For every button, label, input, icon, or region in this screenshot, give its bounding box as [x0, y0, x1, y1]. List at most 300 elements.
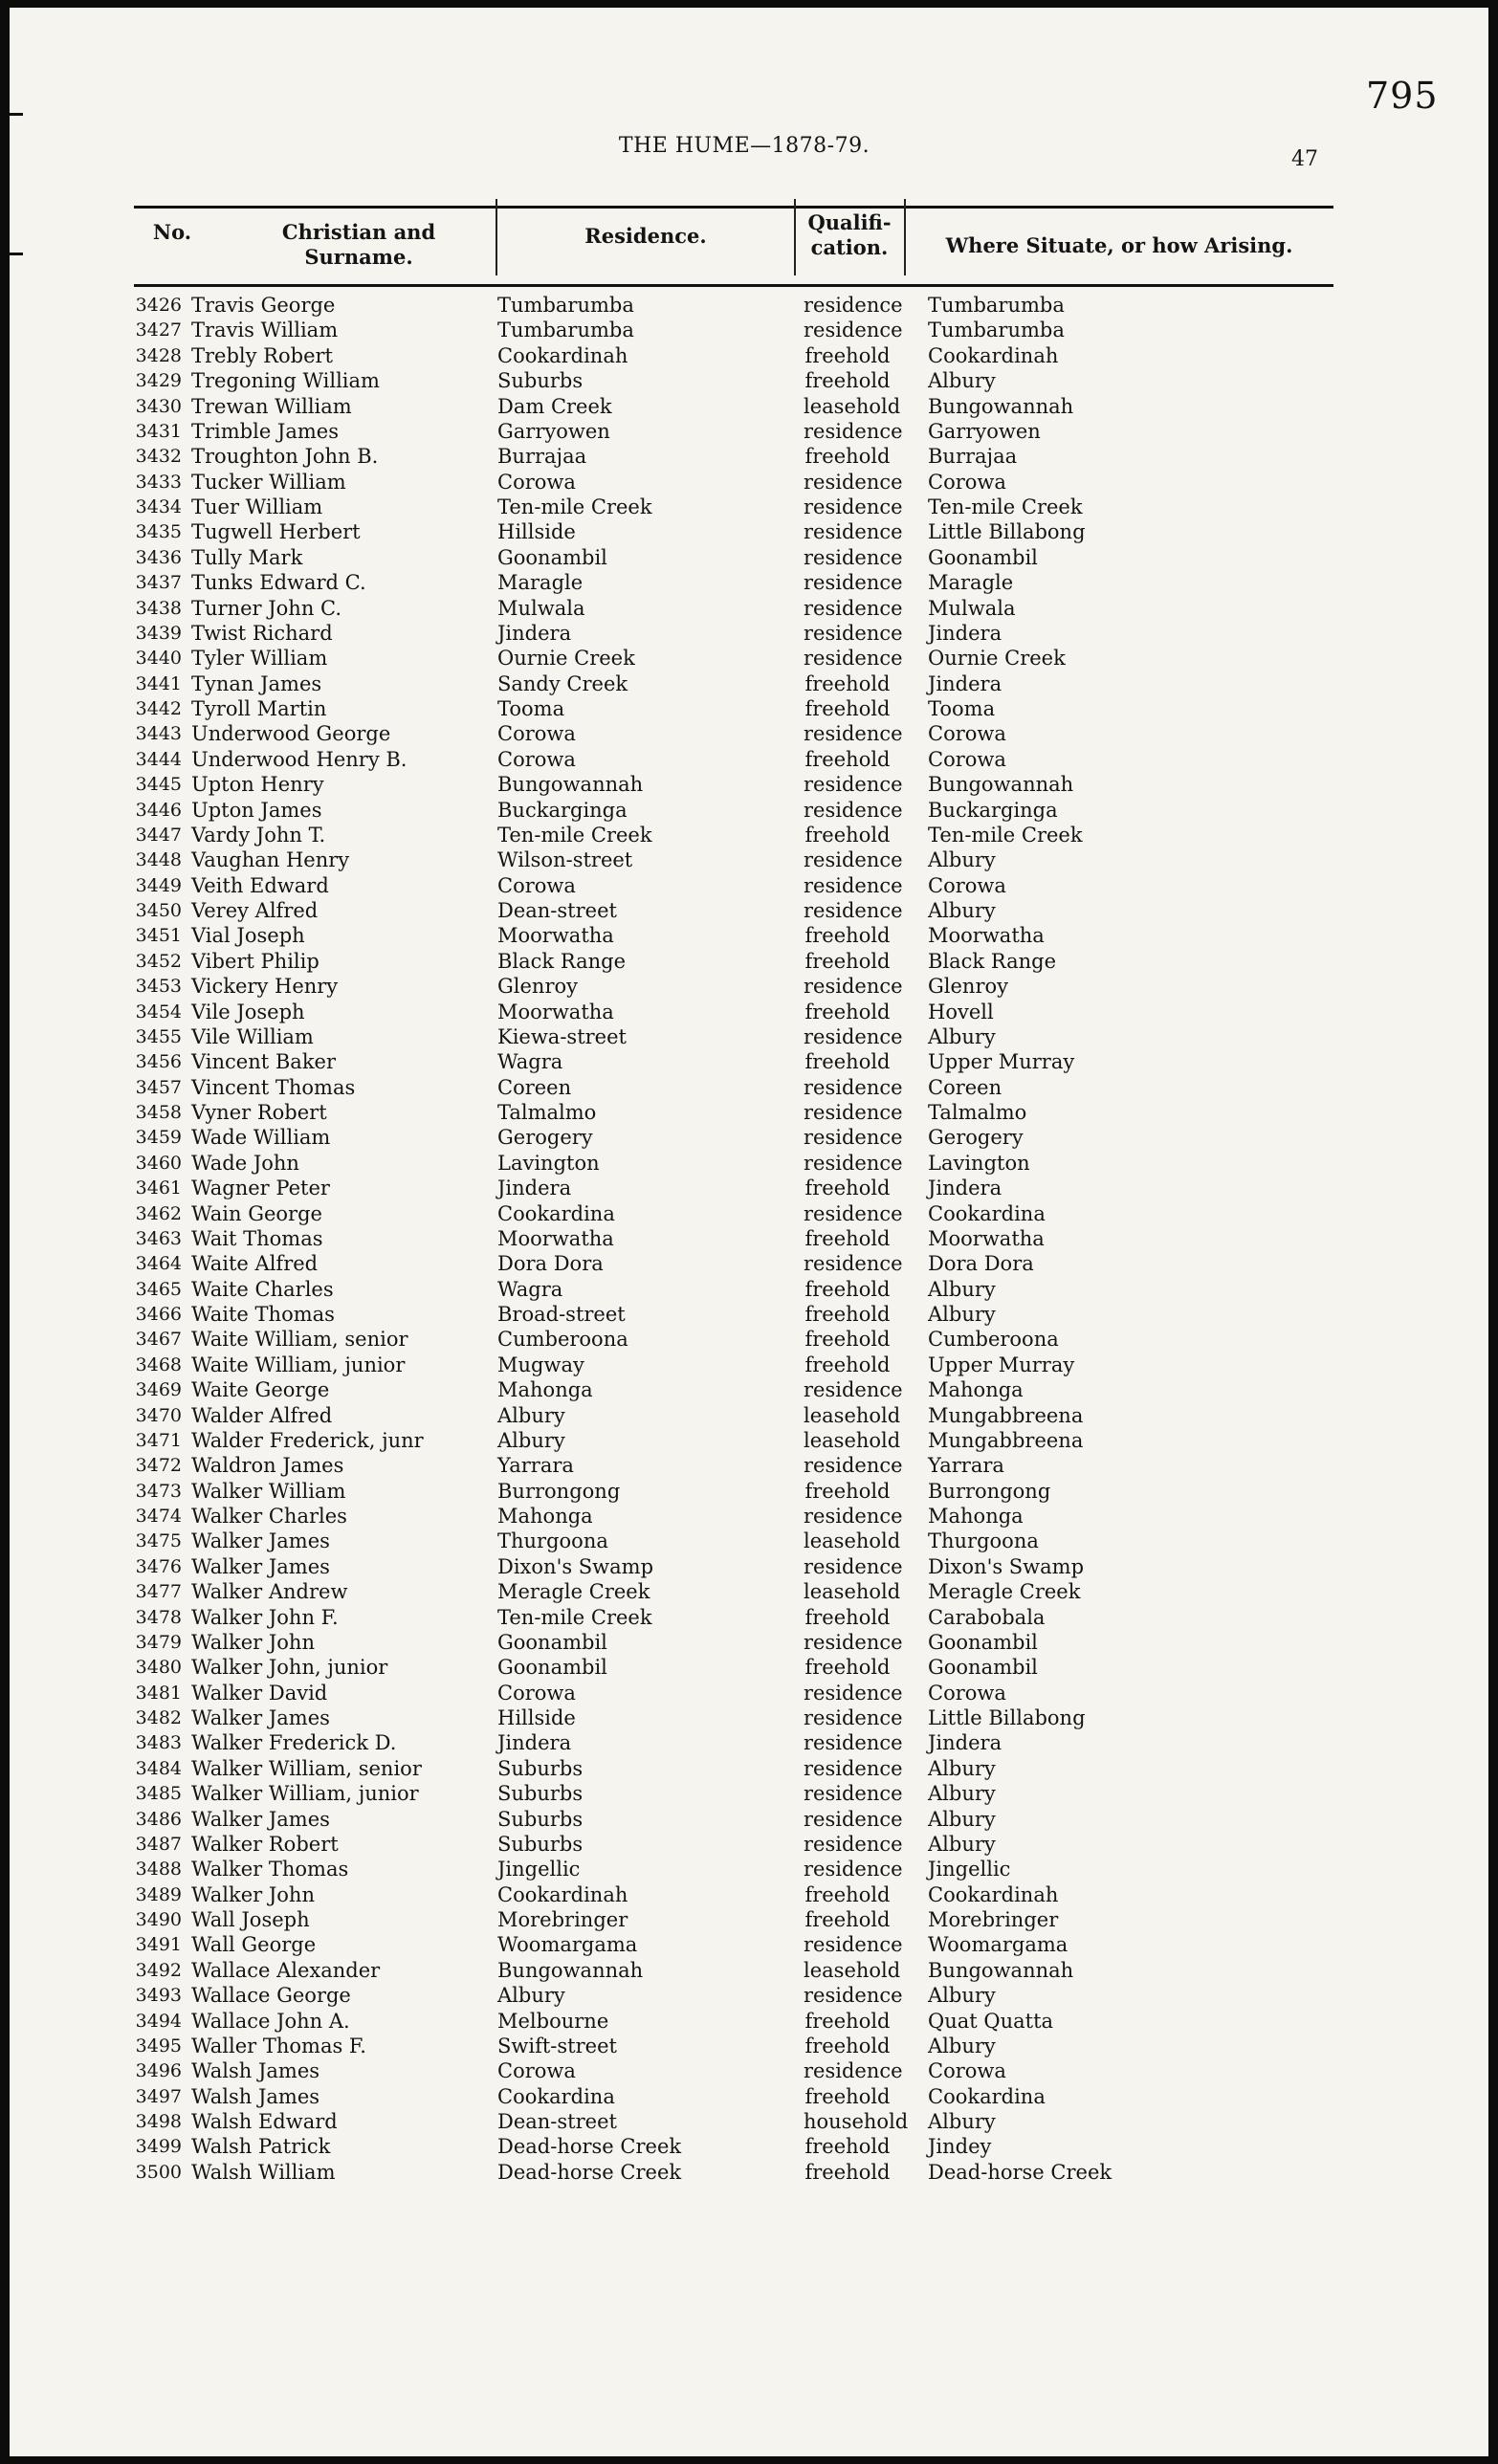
- entry-residence: Ten-mile Creek: [497, 1605, 652, 1629]
- entry-residence: Glenroy: [497, 975, 578, 999]
- entry-residence: Meragle Creek: [497, 1580, 650, 1604]
- entry-qualification: freehold: [804, 2084, 891, 2108]
- entry-name: Walker Robert: [191, 1832, 339, 1856]
- entry-qualification: leasehold: [804, 1403, 901, 1427]
- list-item: [124, 1529, 1368, 1553]
- entry-qualification: residence: [804, 1832, 903, 1856]
- entry-where-situate: Mungabbreena: [928, 1428, 1084, 1452]
- entry-name: Walker Frederick D.: [191, 1731, 397, 1755]
- entry-qualification: leasehold: [804, 1529, 901, 1553]
- list-item: [124, 1857, 1368, 1881]
- entry-qualification: residence: [804, 798, 903, 822]
- entry-where-situate: Morebringer: [928, 1908, 1059, 1931]
- entry-qualification: freehold: [804, 1226, 891, 1250]
- entry-qualification: residence: [804, 1858, 903, 1881]
- list-item: [124, 570, 1368, 595]
- entry-qualification: freehold: [804, 1000, 891, 1023]
- entry-where-situate: Quat Quatta: [928, 2009, 1054, 2033]
- entry-where-situate: Yarrara: [928, 1454, 1004, 1478]
- entry-qualification: freehold: [804, 949, 891, 973]
- entry-qualification: residence: [804, 1933, 903, 1957]
- entry-name: Veith Edward: [191, 873, 329, 897]
- entry-residence: Cookardina: [497, 1201, 615, 1225]
- entry-residence: Garryowen: [497, 419, 610, 443]
- entry-residence: Hillside: [497, 1706, 576, 1729]
- list-item: [124, 1000, 1368, 1024]
- entry-number: 3463: [135, 1227, 182, 1249]
- entry-name: Travis George: [191, 294, 336, 317]
- list-item: [124, 2109, 1368, 2134]
- entry-number: 3468: [135, 1353, 182, 1375]
- entry-qualification: freehold: [804, 1605, 891, 1629]
- entry-qualification: residence: [804, 2059, 903, 2083]
- entry-where-situate: Woomargama: [928, 1933, 1068, 1957]
- entry-where-situate: Mungabbreena: [928, 1403, 1084, 1427]
- list-item: [124, 343, 1368, 368]
- entry-where-situate: Albury: [928, 1782, 996, 1806]
- entry-residence: Albury: [497, 1984, 565, 2008]
- entry-name: Wait Thomas: [191, 1226, 323, 1250]
- entry-number: 3462: [135, 1202, 182, 1224]
- entry-qualification: residence: [804, 873, 903, 897]
- entry-name: Travis William: [191, 319, 339, 342]
- list-item: [124, 419, 1368, 444]
- entry-where-situate: Little Billabong: [928, 1706, 1086, 1729]
- list-item: [124, 1403, 1368, 1428]
- list-item: [124, 1125, 1368, 1150]
- entry-name: Tuer William: [191, 495, 323, 518]
- entry-name: Walker William, senior: [191, 1756, 422, 1780]
- entry-residence: Cumberoona: [497, 1328, 628, 1352]
- entry-number: 3470: [135, 1404, 182, 1426]
- entry-where-situate: Burrajaa: [928, 445, 1018, 469]
- list-item: [124, 721, 1368, 746]
- entry-name: Tucker William: [191, 470, 346, 494]
- entry-name: Waite George: [191, 1378, 330, 1402]
- entry-where-situate: Talmalmo: [928, 1101, 1027, 1124]
- entry-name: Tregoning William: [191, 369, 380, 393]
- list-item: [124, 495, 1368, 519]
- entry-qualification: residence: [804, 1378, 903, 1402]
- entry-where-situate: Albury: [928, 369, 996, 393]
- entry-number: 3439: [135, 622, 182, 644]
- entry-where-situate: Carabobala: [928, 1605, 1046, 1629]
- entry-where-situate: Albury: [928, 1277, 996, 1301]
- entry-residence: Talmalmo: [497, 1101, 597, 1124]
- entry-where-situate: Garryowen: [928, 419, 1041, 443]
- list-item: [124, 1958, 1368, 1983]
- entry-where-situate: Bungowannah: [928, 394, 1074, 418]
- entry-number: 3437: [135, 572, 182, 594]
- entry-qualification: residence: [804, 899, 903, 922]
- list-item: [124, 1630, 1368, 1655]
- entry-number: 3491: [135, 1934, 182, 1956]
- entry-where-situate: Dead-horse Creek: [928, 2160, 1112, 2184]
- entry-residence: Wilson-street: [497, 848, 633, 872]
- entry-name: Waite Alfred: [191, 1252, 319, 1276]
- entry-qualification: freehold: [804, 924, 891, 948]
- entry-where-situate: Albury: [928, 848, 996, 872]
- list-item: [124, 847, 1368, 872]
- entry-residence: Melbourne: [497, 2009, 609, 2033]
- entry-qualification: residence: [804, 975, 903, 999]
- list-item: [124, 1504, 1368, 1529]
- entry-qualification: residence: [804, 1630, 903, 1654]
- entry-number: 3465: [135, 1278, 182, 1300]
- entry-number: 3488: [135, 1859, 182, 1881]
- entry-number: 3490: [135, 1909, 182, 1930]
- entry-qualification: residence: [804, 545, 903, 569]
- header-rule-bottom: [134, 284, 1333, 287]
- entry-name: Upton James: [191, 798, 322, 822]
- entry-residence: Dean-street: [497, 899, 617, 922]
- entry-where-situate: Upper Murray: [928, 1353, 1075, 1376]
- entry-number: 3474: [135, 1506, 182, 1527]
- entry-where-situate: Corowa: [928, 2059, 1006, 2083]
- entry-where-situate: Albury: [928, 1756, 996, 1780]
- list-item: [124, 545, 1368, 570]
- entry-residence: Jindera: [497, 621, 572, 645]
- entry-where-situate: Jindey: [928, 2135, 992, 2159]
- entry-name: Twist Richard: [191, 621, 333, 645]
- entry-name: Walker Thomas: [191, 1858, 349, 1881]
- entry-number: 3449: [135, 874, 182, 896]
- entry-where-situate: Buckarginga: [928, 798, 1058, 822]
- entry-residence: Dam Creek: [497, 394, 612, 418]
- entry-residence: Moorwatha: [497, 1000, 614, 1023]
- entry-name: Walker David: [191, 1681, 328, 1705]
- entry-where-situate: Cookardinah: [928, 343, 1059, 367]
- entry-name: Tunks Edward C.: [191, 571, 366, 595]
- entry-where-situate: Corowa: [928, 722, 1006, 746]
- entry-qualification: residence: [804, 319, 903, 342]
- entry-where-situate: Corowa: [928, 1681, 1006, 1705]
- entry-where-situate: Ten-mile Creek: [928, 495, 1083, 518]
- entry-number: 3464: [135, 1253, 182, 1275]
- entry-number: 3478: [135, 1606, 182, 1628]
- entry-number: 3448: [135, 849, 182, 871]
- entry-name: Vincent Baker: [191, 1050, 337, 1074]
- entry-where-situate: Goonambil: [928, 1630, 1038, 1654]
- entry-name: Waller Thomas F.: [191, 2034, 366, 2057]
- entry-name: Vibert Philip: [191, 949, 319, 973]
- list-item: [124, 1882, 1368, 1907]
- list-item: [124, 747, 1368, 772]
- entry-number: 3435: [135, 521, 182, 543]
- header-no: No.: [152, 220, 192, 244]
- entry-where-situate: Jindera: [928, 1177, 1002, 1200]
- list-item: [124, 1756, 1368, 1781]
- entry-qualification: freehold: [804, 671, 891, 695]
- list-item: [124, 1932, 1368, 1957]
- entry-qualification: leasehold: [804, 1428, 901, 1452]
- entry-name: Waite William, junior: [191, 1353, 406, 1376]
- entry-where-situate: Moorwatha: [928, 924, 1045, 948]
- entry-name: Trimble James: [191, 419, 339, 443]
- entry-qualification: residence: [804, 1252, 903, 1276]
- entry-where-situate: Albury: [928, 1024, 996, 1048]
- list-item: [124, 1251, 1368, 1276]
- entry-where-situate: Dixon's Swamp: [928, 1554, 1085, 1578]
- entry-residence: Tumbarumba: [497, 319, 634, 342]
- entry-residence: Broad-street: [497, 1303, 626, 1326]
- entry-number: 3431: [135, 420, 182, 442]
- entry-number: 3428: [135, 344, 182, 366]
- entry-where-situate: Ten-mile Creek: [928, 823, 1083, 847]
- entry-qualification: freehold: [804, 1479, 891, 1503]
- entry-number: 3477: [135, 1581, 182, 1603]
- entry-residence: Mahonga: [497, 1505, 593, 1528]
- entry-name: Wain George: [191, 1201, 322, 1225]
- entry-residence: Ournie Creek: [497, 647, 635, 671]
- entry-number: 3494: [135, 2010, 182, 2032]
- entry-name: Vile William: [191, 1024, 314, 1048]
- entry-where-situate: Albury: [928, 1807, 996, 1831]
- entry-number: 3471: [135, 1429, 182, 1451]
- entry-residence: Bungowannah: [497, 1958, 644, 1982]
- page-title: [10, 134, 1488, 158]
- entry-residence: Suburbs: [497, 1782, 584, 1806]
- entry-name: Wade William: [191, 1126, 331, 1150]
- entry-where-situate: Lavington: [928, 1151, 1030, 1175]
- entry-name: Verey Alfred: [191, 899, 319, 922]
- entry-residence: Corowa: [497, 470, 576, 494]
- entry-qualification: freehold: [804, 1656, 891, 1680]
- entry-qualification: residence: [804, 773, 903, 797]
- entry-name: Walker John: [191, 1630, 315, 1654]
- entry-number: 3460: [135, 1152, 182, 1174]
- entry-qualification: residence: [804, 495, 903, 518]
- entry-residence: Morebringer: [497, 1908, 628, 1931]
- list-item: [124, 621, 1368, 646]
- entry-name: Tyroll Martin: [191, 697, 327, 720]
- margin-mark: [10, 253, 23, 255]
- list-item: [124, 444, 1368, 469]
- list-item: [124, 1453, 1368, 1478]
- list-item: [124, 1327, 1368, 1352]
- list-item: [124, 519, 1368, 544]
- entry-name: Vyner Robert: [191, 1101, 327, 1124]
- list-item: [124, 1377, 1368, 1402]
- entry-number: 3473: [135, 1480, 182, 1502]
- list-item: [124, 1730, 1368, 1755]
- entry-residence: Lavington: [497, 1151, 600, 1175]
- entry-residence: Swift-street: [497, 2034, 617, 2057]
- entry-number: 3440: [135, 648, 182, 670]
- entry-qualification: residence: [804, 596, 903, 620]
- entry-number: 3458: [135, 1102, 182, 1123]
- entry-residence: Jindera: [497, 1731, 572, 1755]
- entry-qualification: leasehold: [804, 1580, 901, 1604]
- entry-name: Upton Henry: [191, 773, 324, 797]
- entry-where-situate: Cumberoona: [928, 1328, 1059, 1352]
- list-item: [124, 368, 1368, 393]
- list-item: [124, 823, 1368, 847]
- entry-number: 3475: [135, 1530, 182, 1552]
- entry-residence: Cookardinah: [497, 343, 628, 367]
- entry-residence: Corowa: [497, 873, 576, 897]
- entry-qualification: residence: [804, 419, 903, 443]
- entry-qualification: residence: [804, 571, 903, 595]
- entry-residence: Coreen: [497, 1075, 572, 1099]
- entry-name: Vile Joseph: [191, 1000, 305, 1023]
- entry-name: Walsh James: [191, 2084, 320, 2108]
- entry-residence: Dixon's Swamp: [497, 1554, 654, 1578]
- list-item: [124, 470, 1368, 495]
- entry-residence: Ten-mile Creek: [497, 495, 652, 518]
- entry-number: 3432: [135, 446, 182, 468]
- list-item: [124, 949, 1368, 974]
- entry-name: Troughton John B.: [191, 445, 379, 469]
- entry-where-situate: Hovell: [928, 1000, 994, 1023]
- entry-where-situate: Albury: [928, 899, 996, 922]
- entry-where-situate: Tooma: [928, 697, 996, 720]
- entry-residence: Moorwatha: [497, 1226, 614, 1250]
- entry-qualification: residence: [804, 1101, 903, 1124]
- entry-number: 3426: [135, 295, 182, 316]
- header-name: Christian and Surname.: [281, 220, 436, 269]
- entry-name: Waite Thomas: [191, 1303, 335, 1326]
- entry-name: Walder Frederick, junr: [191, 1428, 424, 1452]
- entry-name: Walker Andrew: [191, 1580, 348, 1604]
- entry-qualification: residence: [804, 1126, 903, 1150]
- entry-qualification: freehold: [804, 1882, 891, 1906]
- list-item: [124, 293, 1368, 318]
- entry-where-situate: Mulwala: [928, 596, 1016, 620]
- entry-residence: Burrajaa: [497, 445, 587, 469]
- entry-qualification: freehold: [804, 369, 891, 393]
- entry-residence: Bungowannah: [497, 773, 644, 797]
- list-item: [124, 873, 1368, 898]
- entry-where-situate: Cookardina: [928, 2084, 1046, 2108]
- entry-number: 3486: [135, 1808, 182, 1830]
- entry-number: 3500: [135, 2161, 182, 2183]
- entry-name: Walder Alfred: [191, 1403, 333, 1427]
- entry-name: Vaughan Henry: [191, 848, 350, 872]
- entry-qualification: residence: [804, 1984, 903, 2008]
- entry-number: 3442: [135, 698, 182, 719]
- list-item: [124, 1353, 1368, 1377]
- entry-residence: Kiewa-street: [497, 1024, 627, 1048]
- entry-qualification: residence: [804, 1782, 903, 1806]
- page-title-text: THE HUME—1878-79.: [618, 134, 870, 158]
- list-item: [124, 1428, 1368, 1453]
- entry-number: 3430: [135, 395, 182, 417]
- entry-name: Tugwell Herbert: [191, 520, 361, 544]
- entry-qualification: freehold: [804, 445, 891, 469]
- list-item: [124, 798, 1368, 823]
- entry-number: 3489: [135, 1883, 182, 1905]
- list-item: [124, 1479, 1368, 1504]
- entry-where-situate: Albury: [928, 1984, 996, 2008]
- entry-residence: Sandy Creek: [497, 671, 628, 695]
- entry-name: Tyler William: [191, 647, 328, 671]
- entry-number: 3452: [135, 950, 182, 972]
- list-item: [124, 1100, 1368, 1125]
- entry-where-situate: Albury: [928, 1832, 996, 1856]
- entry-number: 3495: [135, 2035, 182, 2057]
- entry-residence: Corowa: [497, 747, 576, 771]
- entry-number: 3451: [135, 925, 182, 947]
- entry-qualification: freehold: [804, 1277, 891, 1301]
- entry-qualification: residence: [804, 470, 903, 494]
- entry-where-situate: Upper Murray: [928, 1050, 1075, 1074]
- entry-number: 3443: [135, 723, 182, 745]
- entry-qualification: residence: [804, 647, 903, 671]
- entry-qualification: residence: [804, 1505, 903, 1528]
- entry-where-situate: Albury: [928, 2110, 996, 2133]
- entry-name: Walker Charles: [191, 1505, 347, 1528]
- list-item: [124, 1176, 1368, 1200]
- list-item: [124, 1075, 1368, 1100]
- entry-number: 3499: [135, 2136, 182, 2158]
- entry-residence: Tumbarumba: [497, 294, 634, 317]
- entry-name: Walker James: [191, 1807, 330, 1831]
- entry-residence: Albury: [497, 1428, 565, 1452]
- entry-number: 3467: [135, 1329, 182, 1351]
- list-item: [124, 1807, 1368, 1832]
- entry-residence: Jingellic: [497, 1858, 581, 1881]
- entry-qualification: residence: [804, 1554, 903, 1578]
- entry-where-situate: Maragle: [928, 571, 1014, 595]
- header-qualification: Qualifi-cation.: [807, 210, 892, 259]
- entry-number: 3484: [135, 1757, 182, 1779]
- column-divider: [496, 199, 497, 275]
- entry-where-situate: Coreen: [928, 1075, 1002, 1099]
- entry-number: 3487: [135, 1833, 182, 1855]
- entry-name: Tynan James: [191, 671, 322, 695]
- entry-name: Tully Mark: [191, 545, 303, 569]
- entry-qualification: freehold: [804, 697, 891, 720]
- entry-name: Walsh Patrick: [191, 2135, 331, 2159]
- list-item: [124, 1024, 1368, 1049]
- list-item: [124, 1655, 1368, 1680]
- entry-number: 3459: [135, 1127, 182, 1149]
- entry-qualification: freehold: [804, 823, 891, 847]
- entry-where-situate: Jindera: [928, 671, 1002, 695]
- entry-name: Trewan William: [191, 394, 352, 418]
- header-rule-top: [134, 206, 1333, 209]
- list-item: [124, 671, 1368, 696]
- list-item: [124, 1151, 1368, 1176]
- entry-name: Wagner Peter: [191, 1177, 330, 1200]
- entry-name: Waite Charles: [191, 1277, 334, 1301]
- entry-number: 3461: [135, 1177, 182, 1199]
- list-item: [124, 1226, 1368, 1251]
- entry-residence: Albury: [497, 1403, 565, 1427]
- list-item: [124, 898, 1368, 923]
- entry-residence: Suburbs: [497, 1832, 584, 1856]
- entry-number: 3441: [135, 672, 182, 694]
- entry-where-situate: Meragle Creek: [928, 1580, 1081, 1604]
- entry-residence: Corowa: [497, 2059, 576, 2083]
- list-item: [124, 394, 1368, 419]
- entry-qualification: residence: [804, 1807, 903, 1831]
- entry-residence: Goonambil: [497, 1656, 607, 1680]
- entry-where-situate: Black Range: [928, 949, 1057, 973]
- list-item: [124, 923, 1368, 948]
- entry-residence: Wagra: [497, 1277, 563, 1301]
- entry-number: 3482: [135, 1707, 182, 1728]
- entry-number: 3496: [135, 2060, 182, 2082]
- entry-where-situate: Tumbarumba: [928, 319, 1065, 342]
- entry-name: Walker James: [191, 1554, 330, 1578]
- entry-residence: Goonambil: [497, 1630, 607, 1654]
- entry-name: Vincent Thomas: [191, 1075, 356, 1099]
- entry-where-situate: Glenroy: [928, 975, 1008, 999]
- entry-qualification: residence: [804, 621, 903, 645]
- entry-residence: Mahonga: [497, 1378, 593, 1402]
